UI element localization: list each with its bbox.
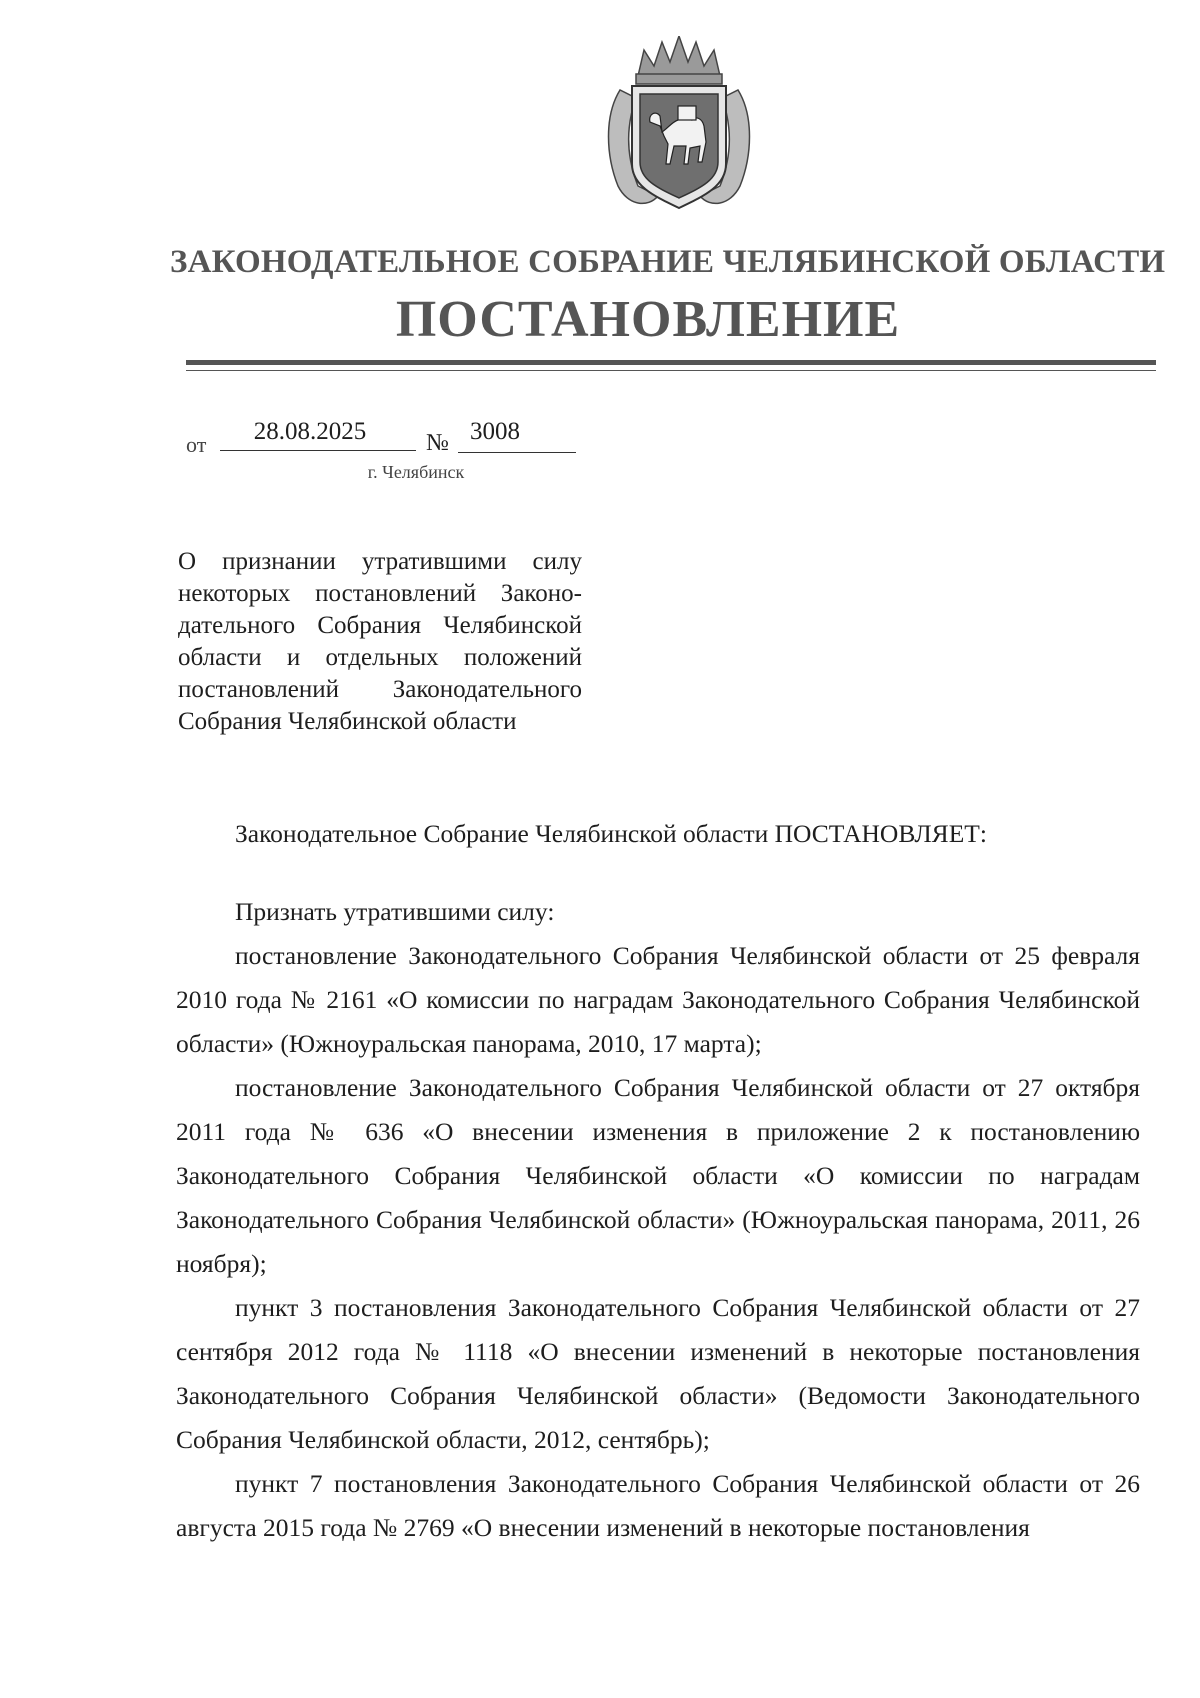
title-line: Собрания Челябинской области: [178, 708, 517, 735]
body-paragraph: пункт 7 постановления Законодательного Собрания Челябинской области от 26 августа 2015 года № 2769 «О внесении изменений в некоторые постановления: [176, 1469, 1140, 1542]
header-rule-thick: [186, 360, 1156, 365]
title-line: некоторых постановлений Законо-: [178, 580, 582, 607]
document-type: ПОСТАНОВЛЕНИЕ: [395, 291, 901, 348]
document-number: 3008: [470, 418, 520, 445]
title-line: О признании утратившими силу: [178, 548, 582, 575]
body-paragraph: пункт 3 постановления Законодательного Собрания Челябинской области от 27 сентября 2012 года № 1118 «О внесении изменений в некоторые постановления Законодательного Собрания Челябинской области» (Ведомости Законодательного Собрания Челябинской области, 2012, сентябрь);: [176, 1293, 1140, 1454]
coat-of-arms-emblem: [598, 36, 760, 214]
document-date: 28.08.2025: [253, 418, 367, 445]
body-paragraph: постановление Законодательного Собрания Челябинской области от 25 февраля 2010 года № 2161 «О комиссии по наградам Законодательного Собрания Челябинской области» (Южноуральская панорама, 2010, 17 марта);: [176, 941, 1140, 1058]
number-label: №: [426, 430, 449, 456]
date-underline: [220, 450, 416, 451]
resolution-intro: Законодательное Собрание Челябинской области ПОСТАНОВЛЯЕТ:: [235, 819, 987, 848]
document-title: [178, 546, 582, 738]
lead-paragraph: Признать утратившими силу:: [235, 897, 555, 926]
number-underline: [458, 452, 576, 453]
title-line: области и отдельных положений: [178, 644, 582, 671]
resolution-body: [176, 890, 1140, 1550]
title-line: постановлений Законодательного: [178, 676, 582, 703]
city: г. Челябинск: [367, 462, 465, 482]
title-line: дательного Собрания Челябинской: [178, 612, 582, 639]
header-rule-thin: [186, 370, 1156, 371]
body-paragraph: постановление Законодательного Собрания Челябинской области от 27 октября 2011 года № 636 «О внесении изменения в приложение 2 к постановлению Законодательного Собрания Челябинской области «О комиссии по наградам Законодательного Собрания Челябинской области» (Южноуральская панорама, 2011, 26 ноября);: [176, 1073, 1140, 1278]
organization-name: ЗАКОНОДАТЕЛЬНОЕ СОБРАНИЕ ЧЕЛЯБИНСКОЙ ОБЛАСТИ: [170, 244, 1166, 280]
date-label: от: [186, 432, 207, 457]
date-number-block: [186, 418, 606, 482]
